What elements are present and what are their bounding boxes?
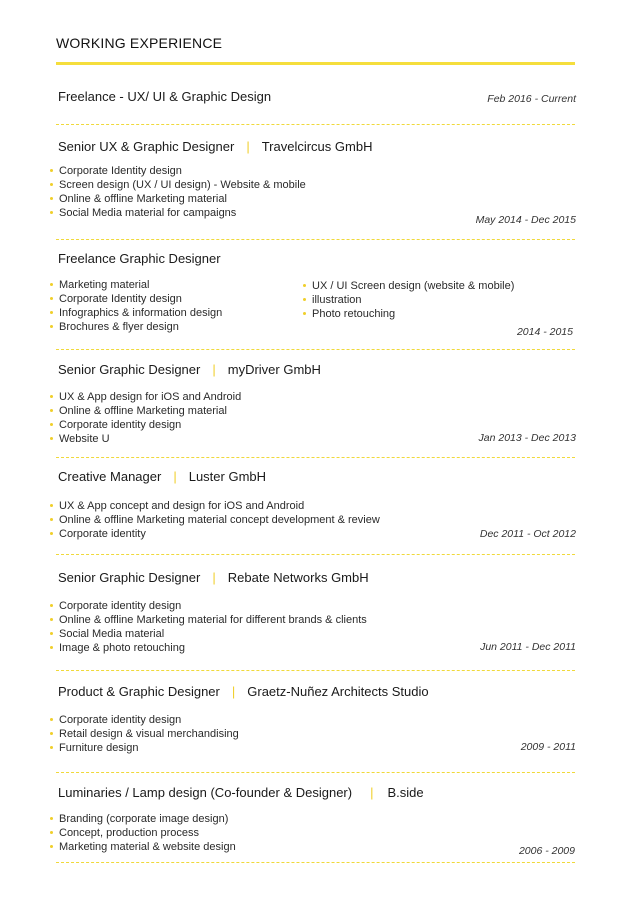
list-item: Infographics & information design	[50, 306, 222, 320]
list-item: Online & offline Marketing material for different brands & clients	[50, 613, 367, 627]
job-role: Luminaries / Lamp design (Co-founder & Designer)	[58, 785, 353, 800]
job-date: Jun 2011 - Dec 2011	[480, 641, 576, 653]
list-item: Image & photo retouching	[50, 641, 367, 655]
job-title	[58, 139, 372, 154]
list-item: UX & App design for iOS and Android	[50, 390, 241, 404]
list-item: Retail design & visual merchandising	[50, 727, 239, 741]
task-list	[50, 499, 380, 541]
job-company: B.side	[387, 785, 424, 800]
job-title	[58, 362, 321, 377]
list-item: Screen design (UX / UI design) - Website & mobile	[50, 178, 306, 192]
title-separator: |	[246, 139, 250, 154]
job-entry-mydriver	[0, 362, 638, 462]
list-item: Social Media material for campaigns	[50, 206, 306, 220]
task-list	[50, 713, 239, 755]
list-item: Online & offline Marketing material concept development & review	[50, 513, 380, 527]
list-item: Corporate identity	[50, 527, 380, 541]
job-role: Senior UX & Graphic Designer	[58, 139, 235, 154]
dashed-divider	[56, 554, 575, 555]
job-company: Luster GmbH	[188, 469, 267, 484]
job-company: Travelcircus GmbH	[261, 139, 373, 154]
job-entry-graetz-nunez	[0, 684, 638, 774]
list-item: Social Media material	[50, 627, 367, 641]
job-title	[58, 469, 266, 484]
task-list	[50, 164, 306, 220]
job-date: Feb 2016 - Current	[487, 93, 576, 105]
job-date: Jan 2013 - Dec 2013	[478, 432, 576, 444]
job-date: 2014 - 2015	[516, 326, 573, 338]
job-role: Senior Graphic Designer	[58, 570, 201, 585]
dashed-divider	[56, 772, 575, 773]
task-list	[50, 278, 222, 334]
job-entry-rebate-networks	[0, 570, 638, 670]
list-item: Corporate identity design	[50, 713, 239, 727]
task-list	[50, 390, 241, 446]
list-item: Photo retouching	[303, 307, 514, 321]
list-item: Website U	[50, 432, 241, 446]
dashed-divider	[56, 457, 575, 458]
job-role: Freelance - UX/ UI & Graphic Design	[58, 89, 272, 104]
job-entry-luster	[0, 469, 638, 559]
title-separator: |	[212, 570, 216, 585]
list-item: Brochures & flyer design	[50, 320, 222, 334]
job-company: Graetz-Nuñez Architects Studio	[247, 684, 429, 699]
dashed-divider	[56, 670, 575, 671]
job-role: Creative Manager	[58, 469, 162, 484]
heading-rule	[56, 62, 575, 65]
title-separator: |	[212, 362, 216, 377]
dashed-divider	[56, 349, 575, 350]
job-title	[58, 684, 429, 699]
list-item: Marketing material & website design	[50, 840, 236, 854]
title-separator: |	[370, 785, 374, 800]
job-role: Product & Graphic Designer	[58, 684, 220, 699]
task-list-secondary	[303, 279, 514, 321]
list-item: Corporate identity design	[50, 418, 241, 432]
dashed-divider	[56, 239, 575, 240]
job-company: Rebate Networks GmbH	[227, 570, 369, 585]
list-item: Furniture design	[50, 741, 239, 755]
job-date: May 2014 - Dec 2015	[475, 214, 576, 226]
job-entry-travelcircus	[0, 139, 638, 239]
section-heading: WORKING EXPERIENCE	[56, 35, 223, 51]
job-entry-freelance-graphic	[0, 251, 638, 351]
list-item: illustration	[303, 293, 514, 307]
title-separator: |	[173, 469, 177, 484]
job-role: Senior Graphic Designer	[58, 362, 201, 377]
dashed-divider	[56, 862, 575, 863]
list-item: Concept, production process	[50, 826, 236, 840]
job-title	[58, 785, 424, 800]
job-date: 2009 - 2011	[520, 741, 576, 753]
job-date: Dec 2011 - Oct 2012	[479, 528, 576, 540]
list-item: Branding (corporate image design)	[50, 812, 236, 826]
list-item: Corporate identity design	[50, 599, 367, 613]
task-list	[50, 812, 236, 854]
job-title	[58, 570, 369, 585]
dashed-divider	[56, 124, 575, 125]
list-item: Online & offline Marketing material	[50, 192, 306, 206]
job-date: 2006 - 2009	[518, 845, 575, 857]
list-item: Marketing material	[50, 278, 222, 292]
title-separator: |	[231, 684, 236, 699]
job-role: Freelance Graphic Designer	[58, 251, 221, 266]
list-item: Corporate Identity design	[50, 292, 222, 306]
task-list	[50, 599, 367, 655]
list-item: UX & App concept and design for iOS and Android	[50, 499, 380, 513]
job-title	[58, 89, 271, 104]
list-item: Corporate Identity design	[50, 164, 306, 178]
job-title	[58, 251, 221, 266]
job-entry-freelance-ux	[0, 89, 638, 129]
list-item: UX / UI Screen design (website & mobile)	[303, 279, 514, 293]
list-item: Online & offline Marketing material	[50, 404, 241, 418]
job-company: myDriver GmbH	[227, 362, 321, 377]
